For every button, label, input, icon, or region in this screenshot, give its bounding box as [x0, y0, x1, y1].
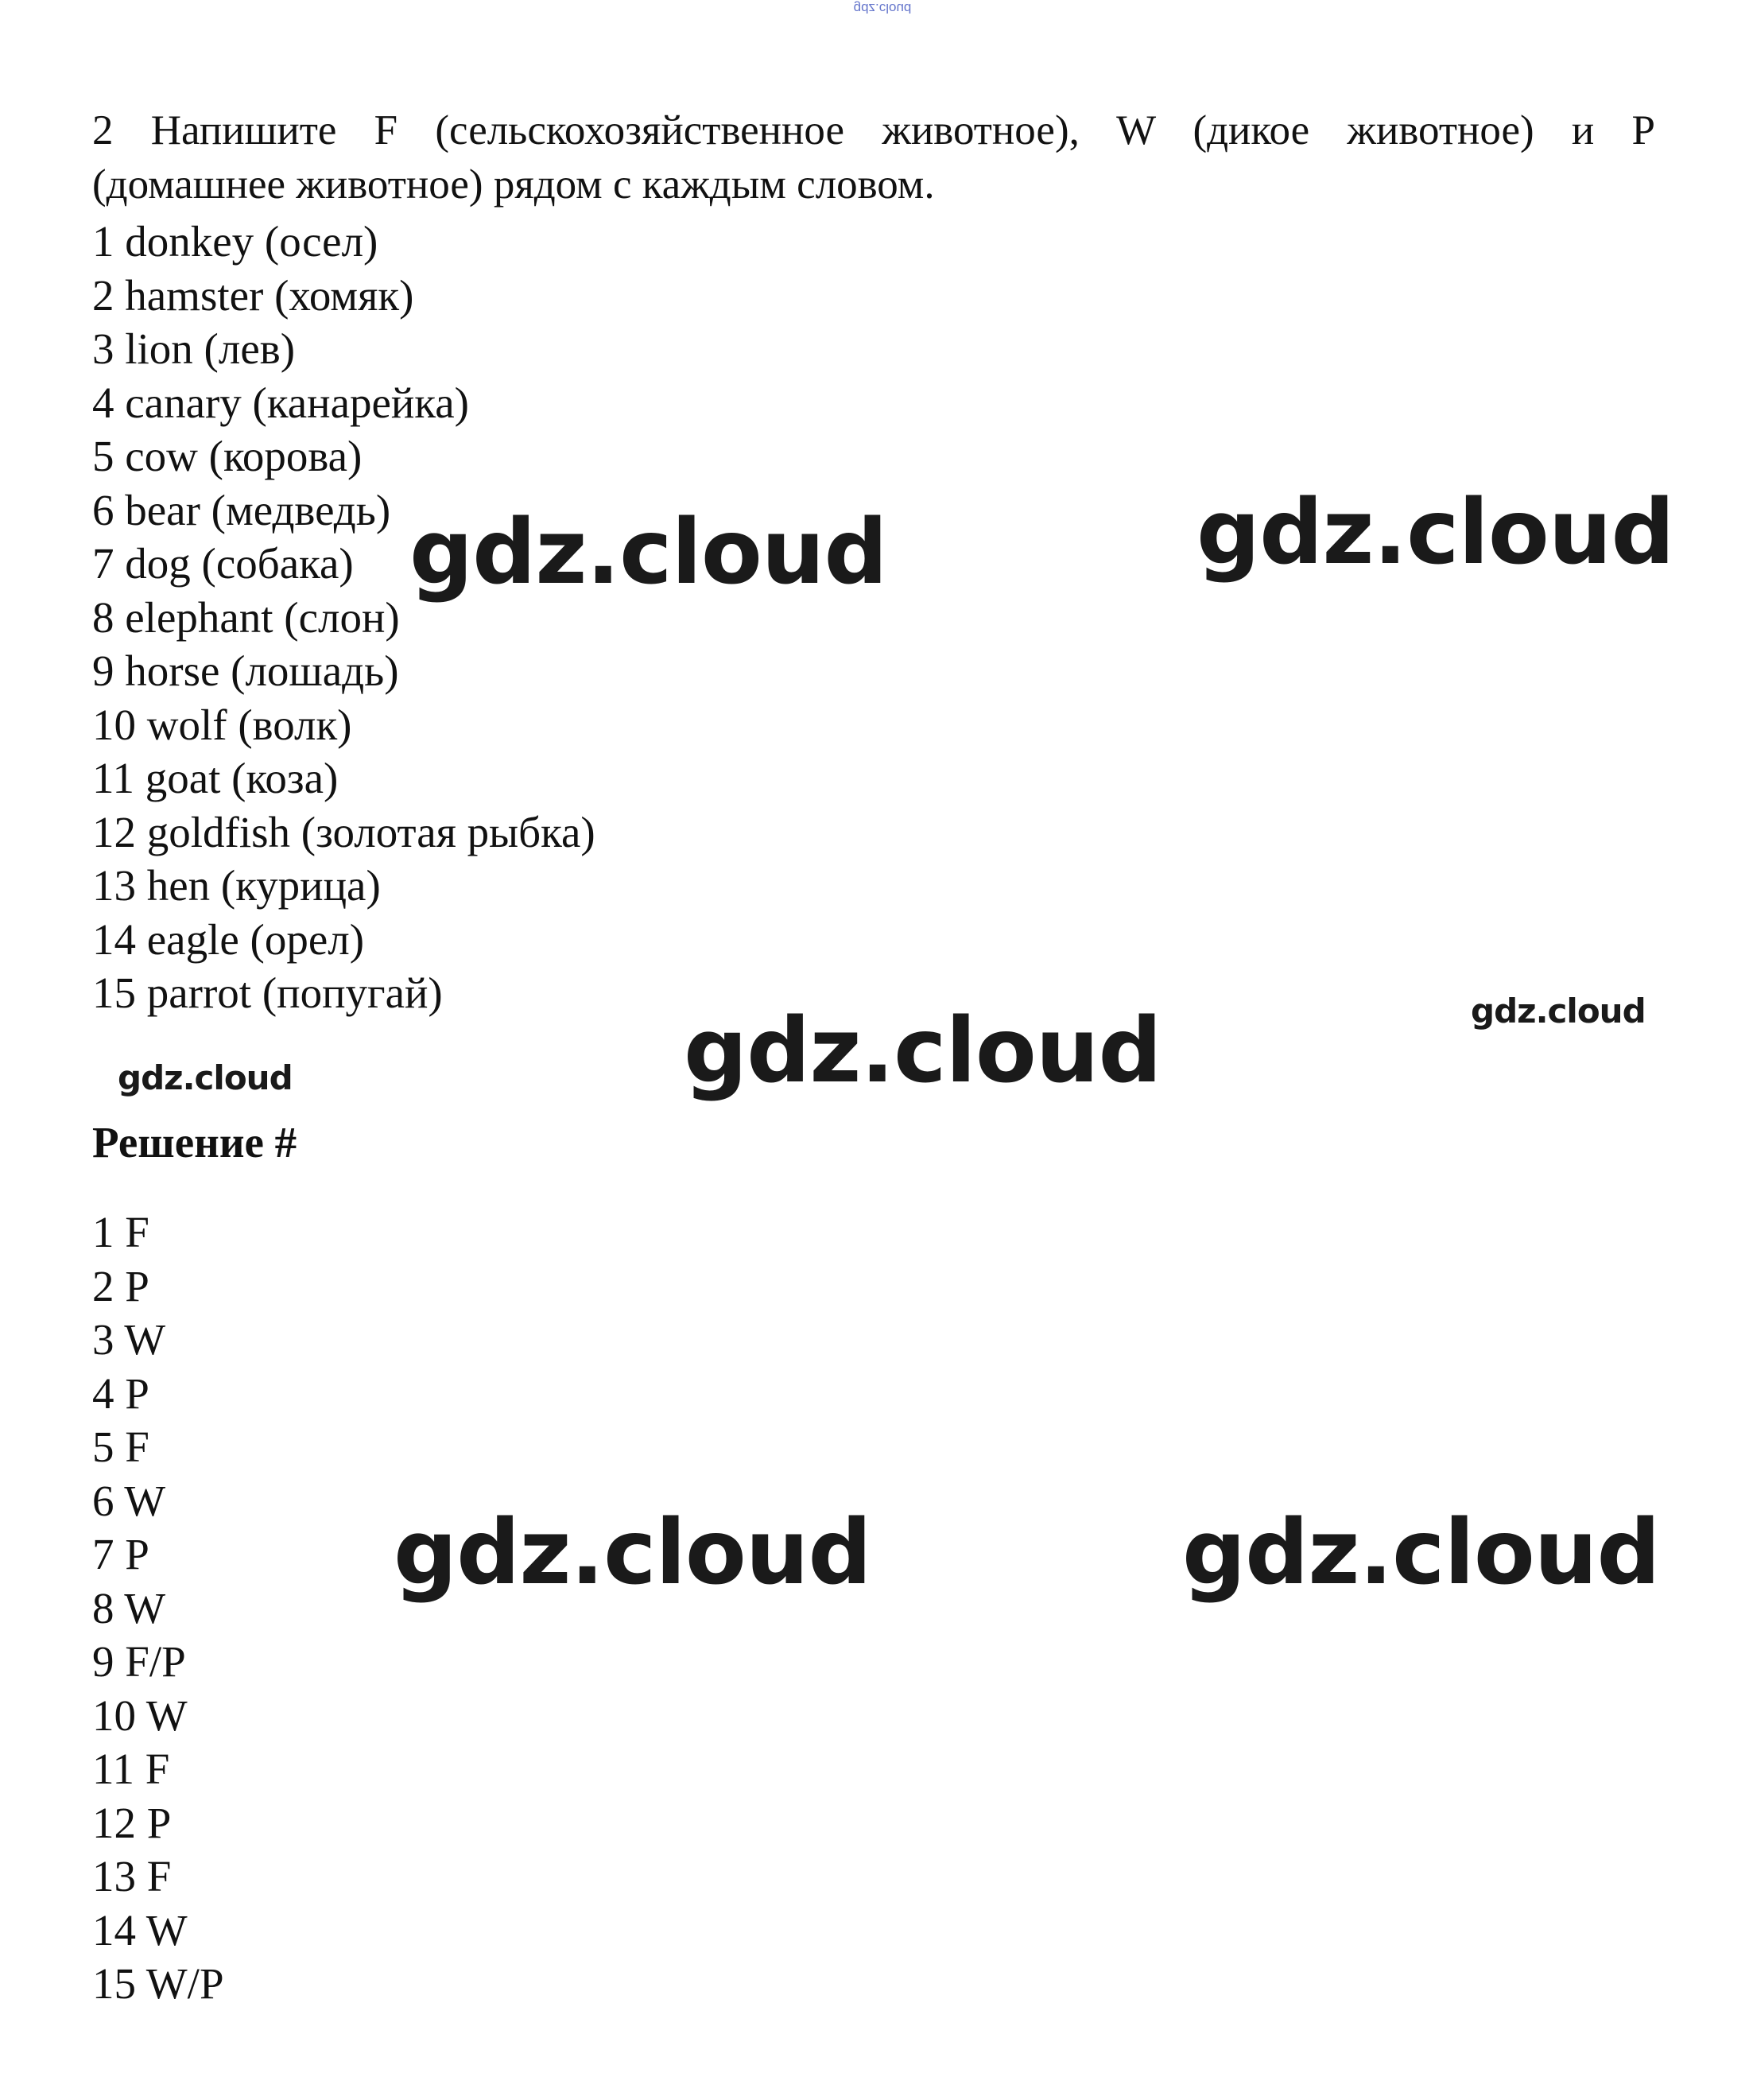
- answer-item: 4 P: [92, 1368, 149, 1418]
- answer-item: 5 F: [92, 1423, 149, 1471]
- watermark: gdz.cloud: [1471, 992, 1646, 1031]
- word-item: 14 eagle (орел): [92, 914, 365, 964]
- answer-item: 2 P: [92, 1261, 149, 1310]
- watermark: gdz.cloud: [1196, 481, 1674, 584]
- word-item: 5 cow (корова): [92, 432, 363, 480]
- answer-item: 12 P: [92, 1798, 172, 1847]
- word-item: 6 bear (медведь): [92, 485, 391, 534]
- word-item: 8 elephant (слон): [92, 592, 400, 642]
- task-line-1: 2 Напишите F (сельскохозяйственное животное), W (дикое животное) и P: [92, 107, 1655, 153]
- answer-item: 10 W: [92, 1690, 188, 1740]
- watermark: gdz.cloud: [394, 1501, 871, 1605]
- word-item: 2 hamster (хомяк): [92, 270, 414, 320]
- word-item: 4 canary (канарейка): [92, 378, 469, 427]
- task-line-2: (домашнее животное) рядом с каждым словом.: [92, 161, 935, 208]
- word-item: 9 horse (лошадь): [92, 646, 399, 695]
- answer-item: 7 P: [92, 1530, 149, 1578]
- answer-item: 9 F/P: [92, 1637, 186, 1686]
- word-item: 11 goat (коза): [92, 754, 339, 802]
- word-item: 15 parrot (попугай): [92, 968, 443, 1017]
- word-item: 3 lion (лев): [92, 324, 296, 373]
- watermark: gdz.cloud: [1182, 1501, 1660, 1605]
- word-item: 13 hen (курица): [92, 861, 381, 910]
- answer-item: 13 F: [92, 1852, 172, 1900]
- task-statement: [92, 103, 1655, 212]
- solution-heading: Решение #: [92, 1118, 297, 1166]
- answer-item: 8 W: [92, 1583, 166, 1632]
- word-item: 7 dog (собака): [92, 539, 354, 588]
- answer-item: 6 W: [92, 1476, 166, 1525]
- answer-item: 3 W: [92, 1315, 166, 1364]
- watermark: gdz.cloud: [409, 501, 887, 604]
- watermark: gdz.cloud: [684, 1000, 1161, 1103]
- answer-item: 15 W/P: [92, 1959, 224, 2008]
- answer-item: 14 W: [92, 1905, 188, 1954]
- top-watermark: gdz.cloud: [853, 1, 912, 16]
- answer-list: [92, 1205, 224, 2011]
- word-item: 12 goldfish (золотая рыбка): [92, 807, 595, 856]
- answer-item: 11 F: [92, 1745, 170, 1793]
- word-list: [92, 215, 595, 1020]
- word-item: 10 wolf (волк): [92, 700, 352, 749]
- watermark: gdz.cloud: [118, 1058, 293, 1097]
- word-item: 1 donkey (осел): [92, 217, 378, 266]
- answer-item: 1 F: [92, 1208, 149, 1256]
